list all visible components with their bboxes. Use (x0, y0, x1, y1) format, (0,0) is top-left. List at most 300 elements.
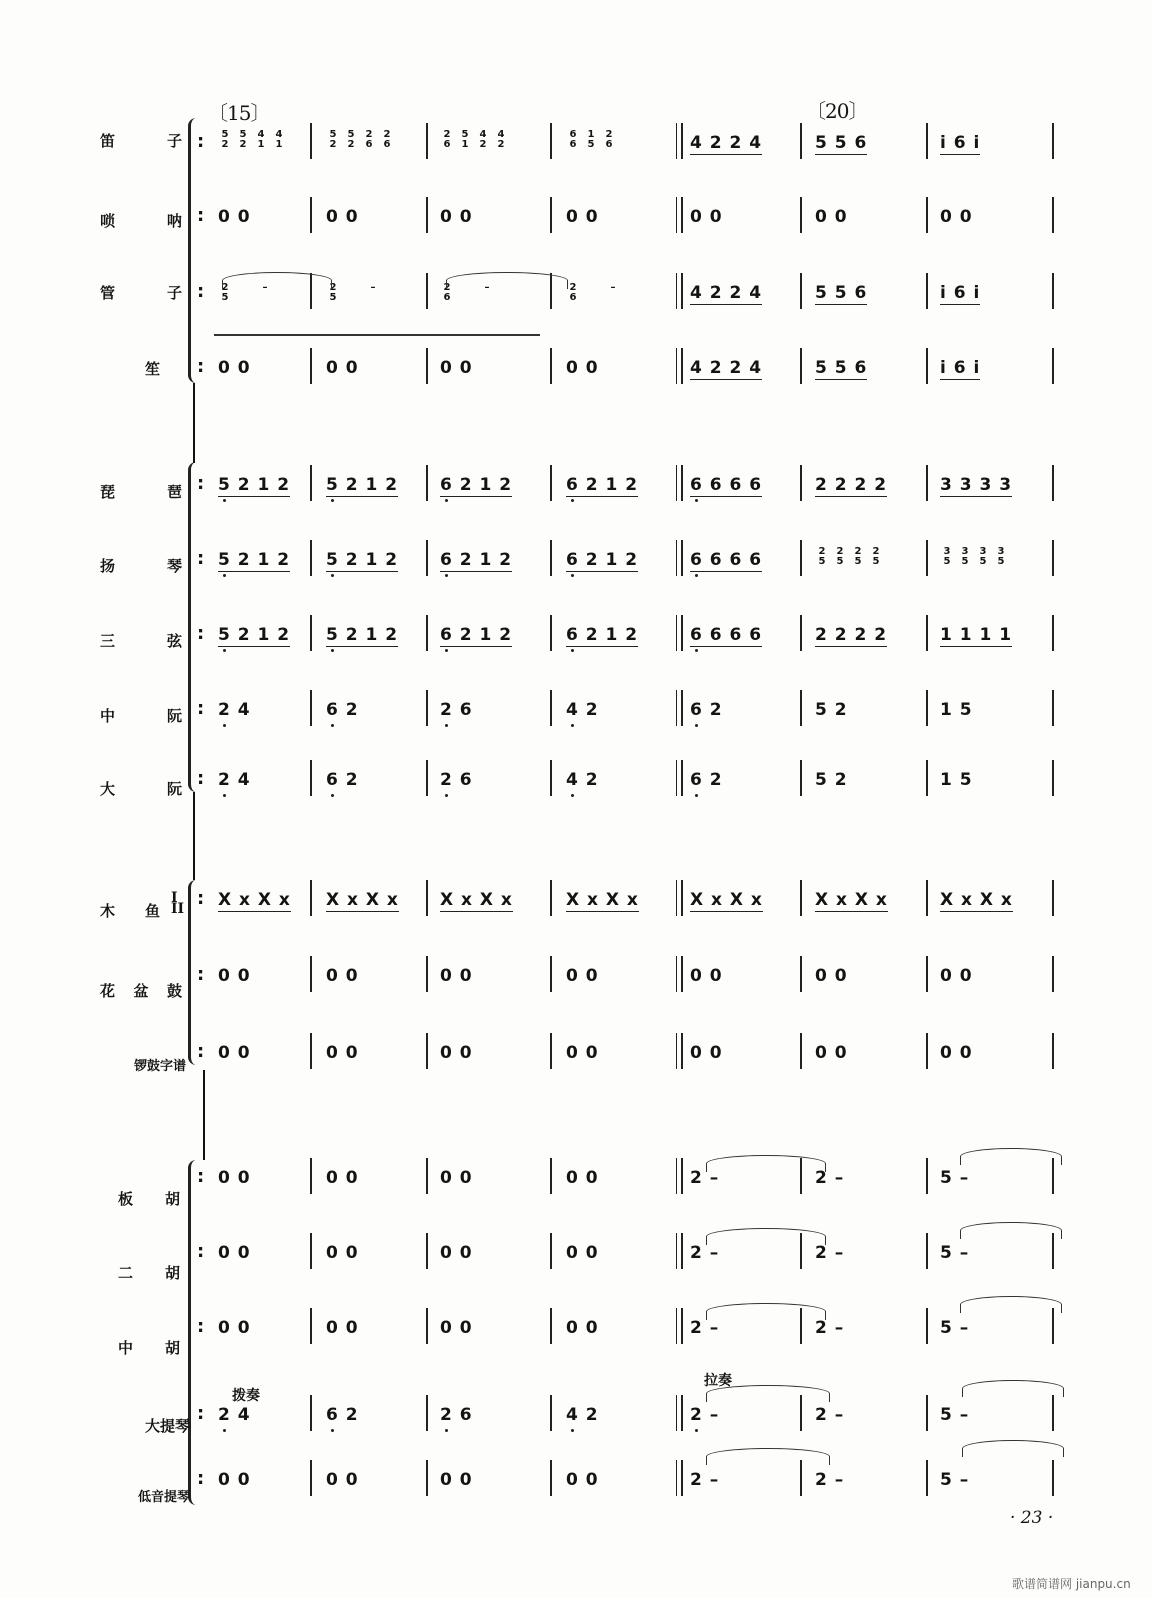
barline (800, 540, 802, 576)
repeat-sign: : (197, 964, 205, 985)
note-cell: 5 – (940, 1318, 970, 1338)
octave-dot (695, 1429, 698, 1432)
label-luogu: 锣鼓字谱 (133, 1059, 186, 1074)
barline (1052, 348, 1054, 384)
note-cell: 0 0 (566, 1168, 599, 1188)
muyu-parts: I II (171, 890, 185, 917)
chord-note: – (262, 282, 268, 293)
repeat-sign: : (197, 698, 205, 719)
note-cell: i 6 i (940, 283, 981, 303)
note-cell: 6 2 (326, 1405, 359, 1425)
barline (310, 760, 312, 796)
barline (426, 1158, 428, 1194)
octave-dot (445, 1429, 448, 1432)
note-cell: 0 0 (326, 1043, 359, 1063)
barline (676, 197, 683, 233)
note-cell: 0 0 (940, 966, 973, 986)
barline (926, 956, 928, 992)
repeat-sign: : (197, 205, 205, 226)
barline (550, 123, 552, 159)
tie-datiqin-2 (962, 1380, 1064, 1397)
barline (1052, 1033, 1054, 1069)
note-cell: 2 6 (440, 1405, 473, 1425)
note-cell: X x X x (218, 890, 291, 910)
chord-note: 3 5 (979, 546, 987, 567)
chord-note: – (610, 282, 616, 293)
note-cell: 0 0 (326, 1318, 359, 1338)
octave-dot (695, 499, 698, 502)
tie-erhu-2 (960, 1222, 1062, 1239)
note-cell: 5 2 1 2 (218, 475, 291, 495)
chord-note: 4 2 (479, 129, 487, 150)
barline (550, 880, 552, 916)
label-erhu: 二 胡 (118, 1264, 180, 1282)
note-cell: 6 2 (690, 700, 723, 720)
note-cell: 0 0 (690, 207, 723, 227)
tie-zhonghu-2 (960, 1296, 1062, 1313)
barline (426, 1395, 428, 1431)
chord-note: 2 5 (221, 282, 229, 303)
barline (1052, 123, 1054, 159)
note-cell: 4 2 (566, 770, 599, 790)
barline (1052, 1395, 1054, 1431)
octave-dot (571, 724, 574, 727)
octave-dot (331, 499, 334, 502)
barline (676, 1233, 683, 1269)
note-cell: 0 0 (440, 1470, 473, 1490)
note-cell: 2 6 (440, 770, 473, 790)
barline (426, 273, 428, 309)
barline (1052, 690, 1054, 726)
note-cell: 6 6 6 6 (690, 625, 763, 645)
octave-dot (223, 1429, 226, 1432)
note-cell: 6 6 6 6 (690, 475, 763, 495)
barline (1052, 1460, 1054, 1496)
barline (676, 1308, 683, 1344)
barline (926, 123, 928, 159)
note-cell: 5 2 1 2 (218, 625, 291, 645)
note-cell: X x X x (440, 890, 513, 910)
barline (1052, 615, 1054, 651)
barline (926, 273, 928, 309)
note-cell: 2 2 2 2 (815, 475, 888, 495)
note-cell: 0 0 (440, 1168, 473, 1188)
barline (676, 760, 683, 796)
tie-banhu-2 (960, 1148, 1062, 1165)
barline (426, 123, 428, 159)
repeat-sign: : (197, 131, 205, 152)
barline (926, 690, 928, 726)
barline (676, 1033, 683, 1069)
note-cell: 2 – (690, 1405, 720, 1425)
note-cell: 0 0 (218, 966, 251, 986)
barline (310, 1395, 312, 1431)
octave-dot (571, 499, 574, 502)
note-cell: 4 2 (566, 700, 599, 720)
repeat-sign: : (197, 356, 205, 377)
barline (310, 880, 312, 916)
repeat-sign: : (197, 548, 205, 569)
octave-dot (695, 574, 698, 577)
note-cell: 2 – (815, 1243, 845, 1263)
chord-note: 3 5 (943, 546, 951, 567)
note-cell: 0 0 (815, 966, 848, 986)
tie-erhu (706, 1228, 826, 1245)
barline (550, 760, 552, 796)
barline (800, 348, 802, 384)
note-cell: 2 – (815, 1405, 845, 1425)
system-connector (193, 383, 195, 463)
note-cell: 0 0 (218, 358, 251, 378)
note-cell: 6 2 1 2 (440, 550, 513, 570)
label-suona: 唢 呐 (100, 212, 182, 230)
chord-note: 2 5 (872, 546, 880, 567)
repeat-sign: : (197, 1468, 205, 1489)
note-cell: 6 2 1 2 (566, 475, 639, 495)
note-cell: 3 3 3 3 (940, 475, 1013, 495)
barline (800, 1033, 802, 1069)
chord-note: 2 5 (854, 546, 862, 567)
barline (1052, 273, 1054, 309)
note-cell: 1 1 1 1 (940, 625, 1013, 645)
chord-note: 2 6 (383, 129, 391, 150)
tie-datiqin (706, 1385, 830, 1402)
note-cell: 5 2 1 2 (326, 475, 399, 495)
barline (426, 615, 428, 651)
octave-dot (331, 724, 334, 727)
note-cell: 0 0 (218, 1470, 251, 1490)
chord-note: 2 6 (365, 129, 373, 150)
barline (550, 1033, 552, 1069)
chord-note: 2 5 (836, 546, 844, 567)
barline (676, 615, 683, 651)
barline (310, 123, 312, 159)
note-cell: 0 0 (218, 1318, 251, 1338)
octave-dot (571, 574, 574, 577)
octave-dot (223, 794, 226, 797)
repeat-sign: : (197, 888, 205, 909)
note-cell: 4 2 (566, 1405, 599, 1425)
barline (800, 465, 802, 501)
note-cell: 6 2 (690, 770, 723, 790)
note-cell: X x X x (815, 890, 888, 910)
octave-dot (445, 649, 448, 652)
label-datiqin: 大提琴 (144, 1417, 190, 1435)
chord-note: 5 1 (461, 129, 469, 150)
note-cell: i 6 i (940, 358, 981, 378)
barline (800, 1460, 802, 1496)
note-cell: 6 2 1 2 (566, 625, 639, 645)
label-dizi: 笛 子 (100, 132, 182, 150)
note-cell: 0 0 (940, 207, 973, 227)
label-sanxian: 三 弦 (100, 632, 182, 650)
octave-dot (223, 574, 226, 577)
note-cell: 5 2 (815, 700, 848, 720)
barline (800, 690, 802, 726)
brace-winds (188, 118, 201, 383)
label-zhonghu: 中 胡 (118, 1339, 180, 1357)
label-pipa: 琵 琶 (100, 483, 182, 501)
barline (550, 465, 552, 501)
barline (426, 956, 428, 992)
direction-arco: 拉奏 (704, 1373, 732, 1389)
barline (1052, 465, 1054, 501)
chord-note: 5 2 (329, 129, 337, 150)
barline (310, 197, 312, 233)
note-cell: 6 6 6 6 (690, 550, 763, 570)
barline (800, 273, 802, 309)
note-cell: 1 5 (940, 770, 973, 790)
note-cell: 0 0 (566, 1043, 599, 1063)
barline (550, 956, 552, 992)
note-cell: 4 2 2 4 (690, 133, 763, 153)
barline (800, 197, 802, 233)
note-cell: 5 – (940, 1168, 970, 1188)
note-cell: 5 2 1 2 (326, 550, 399, 570)
chord-note: 5 2 (239, 129, 247, 150)
repeat-sign: : (197, 1041, 205, 1062)
note-cell: 0 0 (815, 207, 848, 227)
octave-dot (331, 649, 334, 652)
note-cell: 4 2 2 4 (690, 283, 763, 303)
repeat-sign: : (197, 473, 205, 494)
note-cell: 0 0 (566, 207, 599, 227)
note-cell: i 6 i (940, 133, 981, 153)
barline (926, 760, 928, 796)
note-cell: X x X x (940, 890, 1013, 910)
barline (1052, 197, 1054, 233)
note-cell: 0 0 (440, 358, 473, 378)
note-cell: 6 2 1 2 (566, 550, 639, 570)
note-cell: 0 0 (690, 1043, 723, 1063)
barline (676, 1460, 683, 1496)
note-cell: 6 2 1 2 (440, 625, 513, 645)
label-banhu: 板 胡 (118, 1190, 180, 1208)
note-cell: 2 – (815, 1318, 845, 1338)
note-cell: 5 – (940, 1243, 970, 1263)
barline (310, 690, 312, 726)
barline (676, 1158, 683, 1194)
note-cell: 6 2 (326, 700, 359, 720)
label-diyintiqin: 低音提琴 (137, 1490, 190, 1505)
tie-banhu (706, 1155, 826, 1172)
barline (550, 1395, 552, 1431)
barline (676, 690, 683, 726)
barline (426, 1233, 428, 1269)
barline (926, 1233, 928, 1269)
system-connector (203, 1070, 205, 1160)
note-cell: 0 0 (218, 1168, 251, 1188)
octave-dot (331, 574, 334, 577)
barline (676, 348, 683, 384)
watermark: 歌谱简谱网 jianpu.cn (1012, 1577, 1131, 1591)
barline (800, 880, 802, 916)
barline (926, 540, 928, 576)
chord-note: 4 1 (275, 129, 283, 150)
barline (550, 615, 552, 651)
note-cell: 0 0 (566, 966, 599, 986)
label-sheng: 笙 (144, 360, 160, 378)
note-cell: 5 5 6 (815, 358, 868, 378)
octave-dot (223, 499, 226, 502)
label-yangqin: 扬 琴 (100, 557, 182, 575)
barline (550, 690, 552, 726)
note-cell: 0 0 (815, 1043, 848, 1063)
note-cell: 0 0 (326, 966, 359, 986)
note-cell: 0 0 (440, 1243, 473, 1263)
repeat-sign: : (197, 1403, 205, 1424)
barline (426, 1460, 428, 1496)
barline (310, 1033, 312, 1069)
barline (426, 1308, 428, 1344)
chord-note: 2 6 (605, 129, 613, 150)
note-cell: 4 2 2 4 (690, 358, 763, 378)
page-number: · 23 · (1010, 1508, 1054, 1528)
label-guanzi: 管 子 (100, 284, 182, 302)
barline (550, 348, 552, 384)
note-cell: 2 – (690, 1243, 720, 1263)
chord-note: 2 6 (443, 282, 451, 303)
barline (426, 348, 428, 384)
barline (310, 1158, 312, 1194)
barline (926, 880, 928, 916)
note-cell: 6 2 (326, 770, 359, 790)
repeat-sign: : (197, 1316, 205, 1337)
octave-dot (445, 794, 448, 797)
repeat-sign: : (197, 1241, 205, 1262)
barline (426, 197, 428, 233)
octave-dot (445, 574, 448, 577)
note-cell: 2 – (690, 1470, 720, 1490)
tie-diyin-2 (962, 1440, 1064, 1457)
octave-dot (571, 649, 574, 652)
note-cell: 2 – (690, 1318, 720, 1338)
barline (1052, 880, 1054, 916)
barline (800, 615, 802, 651)
label-muyu: 木 鱼 (100, 902, 160, 920)
note-cell: 2 4 (218, 700, 251, 720)
tie-diyin (706, 1448, 830, 1465)
barline (550, 1158, 552, 1194)
barline (676, 123, 683, 159)
note-cell: 0 0 (690, 966, 723, 986)
barline (310, 615, 312, 651)
chord-note: 2 6 (569, 282, 577, 303)
label-huapengu: 花 盆 鼓 (100, 982, 182, 1000)
chord-note: 2 5 (818, 546, 826, 567)
barline (676, 880, 683, 916)
note-cell: 1 5 (940, 700, 973, 720)
octave-dot (223, 724, 226, 727)
octave-dot (223, 649, 226, 652)
label-zhongruan: 中 阮 (100, 707, 182, 725)
chord-note: – (370, 282, 376, 293)
note-cell: 0 0 (566, 1470, 599, 1490)
chord-note: – (484, 282, 490, 293)
barline (550, 1308, 552, 1344)
direction-pizz: 拨奏 (232, 1388, 260, 1404)
chord-note: 2 5 (329, 282, 337, 303)
repeat-sign: : (197, 768, 205, 789)
barline (676, 956, 683, 992)
chord-note: 2 6 (443, 129, 451, 150)
chord-note: 5 2 (347, 129, 355, 150)
barline (310, 1233, 312, 1269)
barline (550, 1233, 552, 1269)
barline (1052, 956, 1054, 992)
note-cell: 6 2 1 2 (440, 475, 513, 495)
octave-dot (695, 724, 698, 727)
note-cell: 2 2 2 2 (815, 625, 888, 645)
chord-note: 3 5 (997, 546, 1005, 567)
repeat-sign: : (197, 1166, 205, 1187)
note-cell: 2 – (815, 1168, 845, 1188)
barline (926, 615, 928, 651)
system-connector (193, 792, 195, 880)
tie-zhonghu (706, 1303, 826, 1320)
barline (676, 273, 683, 309)
barline (926, 348, 928, 384)
barline (550, 540, 552, 576)
repeat-sign: : (197, 623, 205, 644)
octave-dot (571, 1429, 574, 1432)
note-cell: X x X x (566, 890, 639, 910)
barline (926, 1308, 928, 1344)
tie-guanzi-1 (222, 272, 332, 289)
label-daruan: 大 阮 (100, 780, 182, 798)
barline (426, 690, 428, 726)
barline (426, 760, 428, 796)
barline (426, 1033, 428, 1069)
chord-note: 1 5 (587, 129, 595, 150)
note-cell: 5 – (940, 1470, 970, 1490)
barline (926, 1460, 928, 1496)
note-cell: 0 0 (566, 358, 599, 378)
barline (426, 540, 428, 576)
note-cell: 0 0 (566, 1318, 599, 1338)
note-cell: 0 0 (218, 1243, 251, 1263)
note-cell: 2 4 (218, 770, 251, 790)
barline (676, 540, 683, 576)
barline (926, 1033, 928, 1069)
barline (926, 197, 928, 233)
note-cell: 5 2 1 2 (218, 550, 291, 570)
octave-dot (331, 1429, 334, 1432)
tie-guanzi-2 (446, 272, 568, 289)
barline (310, 1460, 312, 1496)
barline (676, 1395, 683, 1431)
barline (310, 540, 312, 576)
barline (1052, 760, 1054, 796)
octave-dot (571, 794, 574, 797)
note-cell: 0 0 (218, 207, 251, 227)
note-cell: 0 0 (940, 1043, 973, 1063)
barline (310, 348, 312, 384)
note-cell: 2 6 (440, 700, 473, 720)
note-cell: 5 – (940, 1405, 970, 1425)
note-cell: 0 0 (326, 1243, 359, 1263)
barline (310, 465, 312, 501)
octave-dot (331, 794, 334, 797)
note-cell: 0 0 (326, 1470, 359, 1490)
octave-dot (695, 649, 698, 652)
note-cell: 5 5 6 (815, 133, 868, 153)
note-cell: 0 0 (440, 966, 473, 986)
barline (1052, 1308, 1054, 1344)
barline (800, 760, 802, 796)
octave-dot (445, 499, 448, 502)
barline (1052, 540, 1054, 576)
